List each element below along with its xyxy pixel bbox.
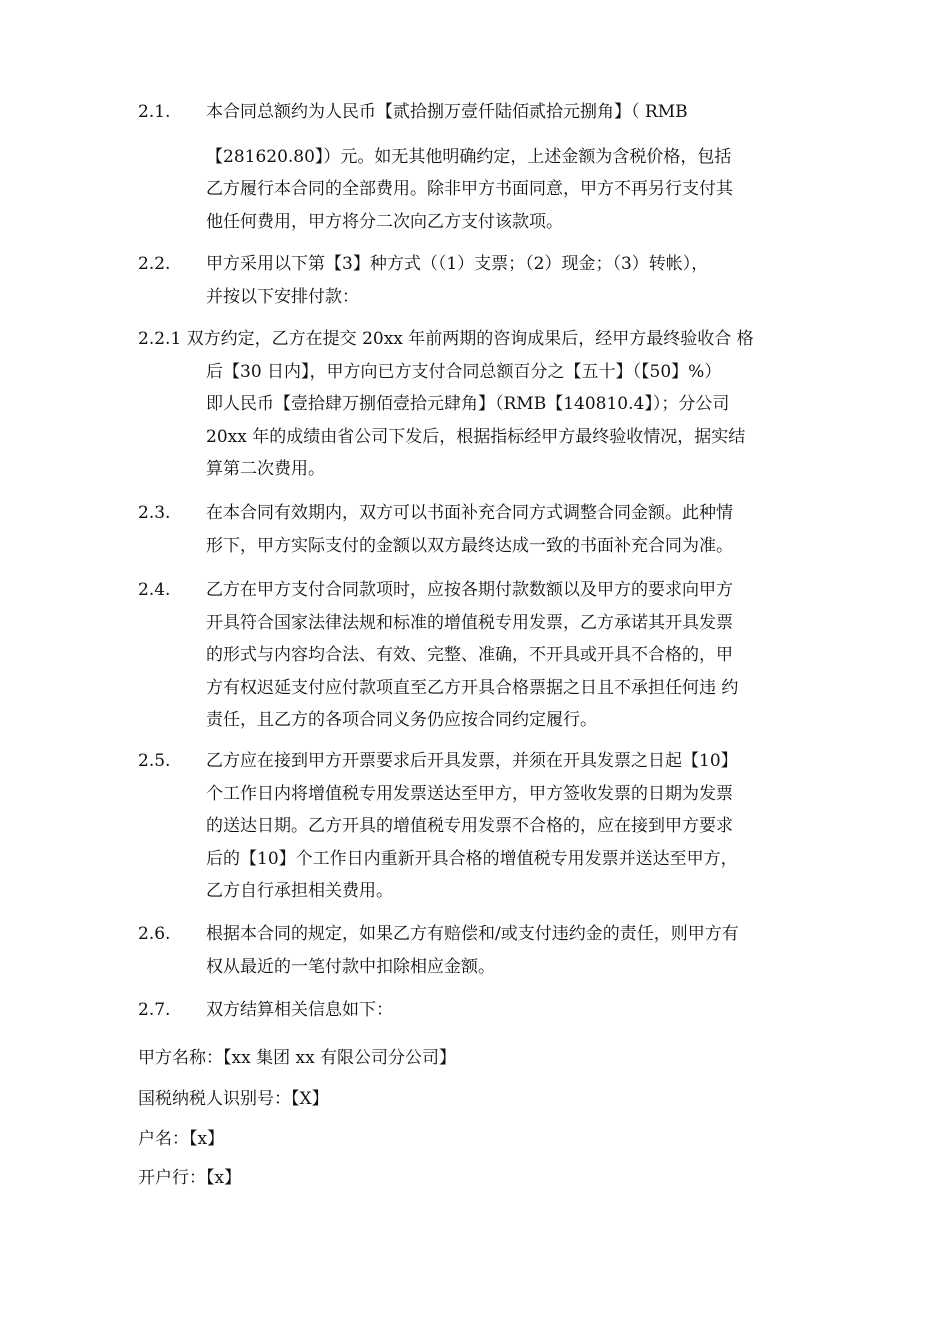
clause-line: 根据本合同的规定，如果乙方有赔偿和/或支付违约金的责任，则甲方有 [206,924,739,944]
clause-line: 在本合同有效期内，双方可以书面补充合同方式调整合同金额。此种情 [206,503,733,523]
clause-number: 2.7. [138,1000,171,1020]
clause-number: 2.5. [138,751,171,771]
clause-2-2-1 [138,323,828,486]
clause-line: 后的【10】个工作日内重新开具合格的增值税专用发票并送达至甲方， [206,848,738,869]
clause-line: 方有权迟延支付应付款项直至乙方开具合格票据之日且不承担任何违 约 [206,677,739,698]
clause-line: 开具符合国家法律法规和标准的增值税专用发票，乙方承诺其开具发票 [206,612,733,633]
tax-id: 国税纳税人识别号：【X】 [138,1089,329,1109]
clause-2-7 [138,994,828,1027]
clause-2-1 [138,96,828,238]
clause-line: 他任何费用，甲方将分二次向乙方支付该款项。 [206,211,563,232]
clause-line: 2.2.1 双方约定，乙方在提交 20xx 年前两期的咨询成果后，经甲方最终验收合 格 [138,329,754,349]
clause-line: 后【30 日内】，甲方向已方支付合同总额百分之【五十】（【50】%） [206,361,722,382]
clause-2-5 [138,745,828,908]
clause-line: 形下，甲方实际支付的金额以双方最终达成一致的书面补充合同为准。 [206,535,733,556]
bank-name: 开户行：【x】 [138,1168,242,1188]
clause-number: 2.4. [138,580,171,600]
clause-2-4 [138,574,828,737]
clause-line: 乙方在甲方支付合同款项时，应按各期付款数额以及甲方的要求向甲方 [206,580,733,600]
clause-line: 并按以下安排付款： [206,286,359,307]
clause-line: 的形式与内容均合法、有效、完整、准确，不开具或开具不合格的，甲 [206,645,733,665]
clause-number: 2.3. [138,503,171,523]
clause-line: 乙方应在接到甲方开票要求后开具发票，并须在开具发票之日起【10】 [206,751,738,771]
clause-line: 个工作日内将增值税专用发票送达至甲方，甲方签收发票的日期为发票 [206,783,733,804]
clause-line: 双方结算相关信息如下： [206,1000,393,1020]
clause-line: 算第二次费用。 [206,459,325,479]
clause-line: 乙方自行承担相关费用。 [206,881,393,901]
clause-line: 权从最近的一笔付款中扣除相应金额。 [206,956,495,977]
clause-line: 本合同总额约为人民币【贰拾捌万壹仟陆佰贰拾元捌角】（ RMB [206,102,688,122]
clause-number: 2.2. [138,254,171,274]
account-name: 户名：【x】 [138,1129,225,1149]
party-a-name: 甲方名称：【xx 集团 xx 有限公司分公司】 [138,1048,457,1068]
clause-line: 责任，且乙方的各项合同义务仍应按合同约定履行。 [206,710,597,730]
clause-2-6 [138,918,828,983]
clause-line: 【281620.80】）元。如无其他明确约定，上述金额为含税价格，包括 [206,146,732,167]
clause-number: 2.6. [138,924,171,944]
clause-line: 即人民币【壹拾肆万捌佰壹拾元肆角】（RMB【140810.4】）；分公司 [206,394,730,414]
clause-line: 乙方履行本合同的全部费用。除非甲方书面同意，甲方不再另行支付其 [206,179,733,199]
clause-number: 2.1. [138,102,171,122]
clause-line: 的送达日期。乙方开具的增值税专用发票不合格的，应在接到甲方要求 [206,816,733,836]
clause-line: 甲方采用以下第【3】种方式（（1）支票；（2）现金；（3）转帐）， [206,254,709,274]
clause-2-3 [138,497,828,562]
clause-2-2 [138,248,828,313]
clause-line: 20xx 年的成绩由省公司下发后，根据指标经甲方最终验收情况，据实结 [206,426,746,447]
